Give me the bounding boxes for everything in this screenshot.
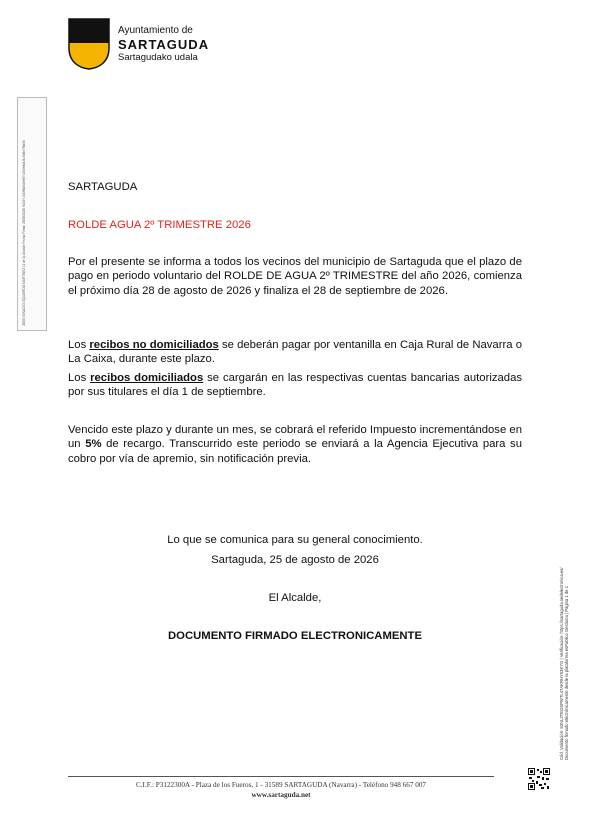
signer-line: El Alcalde,: [268, 592, 322, 604]
intro-paragraph: Por el presente se informa a todos los vecinos del municipio de Sartaguda que el plazo de pago en periodo voluntario del ROLDE DE AGUA 2º TRIMESTRE del año 2026, comienza el próximo día 28 de agosto de 2026 y finaliza el 28 de septiembre de 2026.: [68, 256, 522, 297]
footer-divider: [68, 776, 494, 777]
domiciled-paragraph: [68, 371, 522, 400]
coat-of-arms-logo: [68, 18, 110, 70]
org-line-1: Ayuntamiento de: [118, 24, 193, 36]
org-line-3: Sartagudako udala: [118, 52, 198, 64]
p4-prefix: Vencido este plazo y durante un mes, se cobrará el referido Impuesto incrementándose en un: [68, 424, 522, 451]
verification-line-2: Documento firmado electrónicamente desde la plataforma esPublico Gestiona | Página 1 de 1: [564, 585, 569, 760]
p3-suffix: se cargarán en las respectivas cuentas bancarias autorizadas por sus titulares el día 1 de septiembre.: [68, 372, 522, 399]
domiciled-receipts-term: recibos domiciliados: [90, 372, 204, 384]
organization-name: [118, 25, 209, 64]
signature-stamp: [17, 97, 47, 331]
p2-suffix: se deberán pagar por ventanilla en Caja Rural de Navarra o La Caixa, durante este plazo.: [68, 339, 522, 366]
header: [68, 18, 209, 70]
p2-prefix: Los: [68, 339, 90, 351]
p4-suffix: de recargo. Transcurrido este periodo se enviará a la Agencia Ejecutiva para su cobro por vía de apremio, sin notificación previa.: [68, 438, 522, 465]
non-domiciled-paragraph: [68, 338, 522, 367]
non-domiciled-receipts-term: recibos no domiciliados: [89, 339, 219, 351]
date-line: Sartaguda, 25 de agosto de 2026: [211, 554, 379, 566]
org-line-2: SARTAGUDA: [118, 36, 210, 52]
verification-side-text: [559, 500, 569, 760]
document-title: ROLDE AGUA 2º TRIMESTRE 2026: [68, 219, 251, 231]
verification-line-1: Cód. Validación: 53NL2TEGSPWTL47AKRHY53KYG | Verificación: https://sartaguda.sedelectronica.es/: [559, 567, 564, 760]
qr-code-icon: [528, 768, 550, 790]
p3-prefix: Los: [68, 372, 91, 384]
surcharge-percent: 5%: [85, 438, 102, 451]
signature-stamp-text: JOSE IGNACIO IZQUIERDO MARTINEZ (1 de 1) Alcalde Fecha Firma: 25/08/2026 HASH: 0d3f6d5d9e6f7c2b9e8a1f4c5d6e7f8a9b: [22, 140, 26, 326]
surcharge-paragraph: [68, 423, 522, 466]
signed-notice: DOCUMENTO FIRMADO ELECTRONICAMENTE: [168, 630, 422, 642]
place-heading: SARTAGUDA: [68, 181, 138, 193]
footer-address: C.I.F.: P3122300A - Plaza de los Fueros, 1 - 31589 SARTAGUDA (Navarra) - Teléfono 948 667 007: [135, 781, 427, 789]
closing-line: Lo que se comunica para su general conocimiento.: [167, 534, 423, 546]
footer-website: www.sartaguda.net: [251, 791, 311, 799]
